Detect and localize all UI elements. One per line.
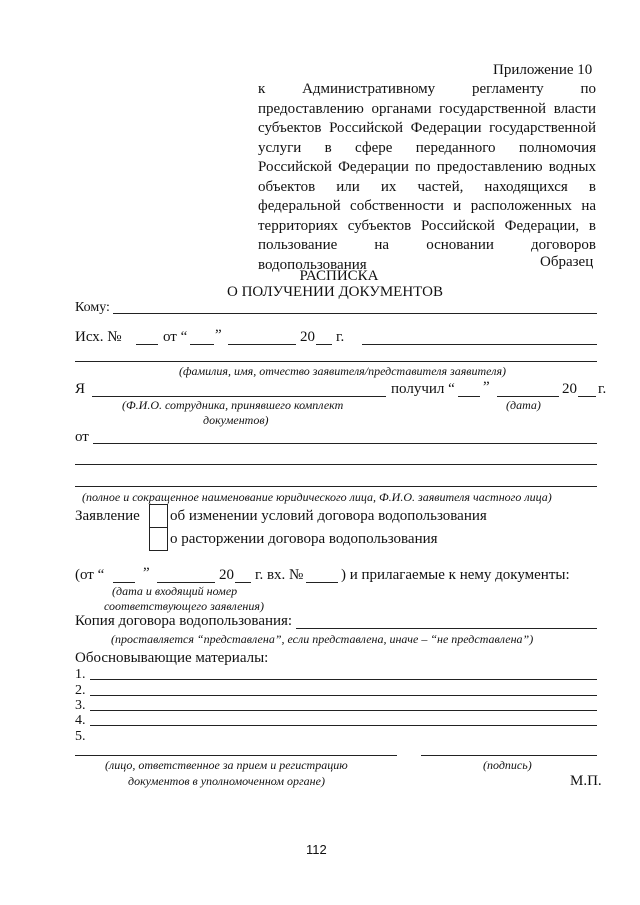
contract-copy-label: Копия договора водопользования: bbox=[75, 613, 293, 629]
material-field-1[interactable] bbox=[90, 679, 597, 680]
incoming-day-field[interactable] bbox=[113, 582, 135, 583]
out-date-open-quote: от “ bbox=[163, 329, 188, 345]
material-number: 1. bbox=[75, 667, 86, 682]
material-field-2[interactable] bbox=[90, 695, 597, 696]
stamp-label: М.П. bbox=[570, 773, 602, 789]
termination-checkbox[interactable] bbox=[149, 527, 168, 551]
received-year-prefix: 20 bbox=[562, 381, 577, 397]
incoming-caption: (дата и входящий номер bbox=[112, 584, 238, 598]
incoming-number-field[interactable] bbox=[306, 582, 338, 583]
appendix-line: объектов или их частей, находящихся в bbox=[258, 178, 596, 195]
change-terms-option: об изменении условий договора водопользования bbox=[170, 508, 487, 524]
material-number: 3. bbox=[75, 698, 86, 713]
incoming-month-field[interactable] bbox=[157, 582, 215, 583]
appendix-line: к Административному регламенту по bbox=[258, 81, 596, 97]
contract-copy-field[interactable] bbox=[296, 628, 597, 629]
incoming-year-prefix: 20 bbox=[219, 567, 234, 583]
appendix-title: Приложение 10 bbox=[493, 62, 593, 78]
attached-docs-label: ) и прилагаемые к нему документы: bbox=[341, 567, 570, 583]
applicant-caption: (фамилия, имя, отчество заявителя/представителя заявителя) bbox=[178, 364, 507, 378]
appendix-line: предоставлению органами государственной власти bbox=[258, 100, 596, 117]
incoming-year-field[interactable] bbox=[235, 582, 251, 583]
to-label: Кому: bbox=[75, 300, 110, 315]
appendix-line: Российской Федерации по предоставлению водных bbox=[258, 159, 596, 175]
org-field-2[interactable] bbox=[75, 464, 597, 465]
responsible-caption: (лицо, ответственное за прием и регистрацию bbox=[105, 758, 348, 772]
date-caption: (дата) bbox=[506, 398, 541, 412]
applicant-field[interactable] bbox=[75, 361, 597, 362]
change-terms-checkbox[interactable] bbox=[149, 504, 168, 528]
received-year-field[interactable] bbox=[578, 396, 596, 397]
signature-field[interactable] bbox=[421, 755, 597, 756]
employee-caption-2: документов) bbox=[203, 413, 269, 427]
appendix-line: водопользования bbox=[258, 256, 367, 273]
received-label: получил “ bbox=[391, 381, 455, 397]
signature-caption: (подпись) bbox=[483, 758, 532, 772]
incoming-number-label: г. вх. № bbox=[255, 567, 304, 583]
employee-caption: (Ф.И.О. сотрудника, принявшего комплект bbox=[122, 398, 344, 412]
out-year-suffix: г. bbox=[336, 329, 345, 345]
responsible-caption-2: документов в уполномоченном органе) bbox=[128, 774, 325, 788]
received-year-suffix: г. bbox=[598, 381, 607, 397]
material-number: 2. bbox=[75, 683, 86, 698]
responsible-person-field[interactable] bbox=[75, 755, 397, 756]
page-number: 112 bbox=[306, 842, 327, 857]
to-field[interactable] bbox=[113, 313, 597, 314]
out-number-label: Исх. № bbox=[75, 329, 122, 345]
appendix-line: территориях субъектов Российской Федерации, в bbox=[258, 217, 596, 234]
statement-label: Заявление bbox=[75, 508, 140, 524]
document-subtitle: О ПОЛУЧЕНИИ ДОКУМЕНТОВ bbox=[227, 284, 443, 300]
out-extra-field[interactable] bbox=[362, 344, 597, 345]
out-year-field[interactable] bbox=[316, 344, 332, 345]
incoming-open-quote: (от “ bbox=[75, 567, 105, 583]
contract-copy-caption: (проставляется “представлена”, если представлена, иначе – “не представлена”) bbox=[111, 632, 534, 646]
material-field-4[interactable] bbox=[90, 725, 597, 726]
out-month-field[interactable] bbox=[228, 344, 296, 345]
sample-label: Образец bbox=[540, 254, 594, 270]
appendix-line: субъектов Российской Федерации государственной bbox=[258, 120, 596, 136]
employee-field[interactable] bbox=[92, 396, 386, 397]
material-number: 5. bbox=[75, 729, 86, 744]
org-caption: (полное и сокращенное наименование юридического лица, Ф.И.О. заявителя частного лица) bbox=[82, 490, 552, 504]
org-field-1[interactable] bbox=[93, 443, 597, 444]
appendix-line: пользование на основании договоров bbox=[258, 237, 596, 253]
received-month-field[interactable] bbox=[497, 396, 559, 397]
out-date-close-quote: ” bbox=[215, 327, 222, 343]
termination-option: о расторжении договора водопользования bbox=[170, 531, 438, 547]
received-day-field[interactable] bbox=[458, 396, 480, 397]
document-title: РАСПИСКА bbox=[299, 268, 379, 284]
appendix-line: федеральной собственности и расположенных на bbox=[258, 198, 596, 214]
material-field-3[interactable] bbox=[90, 710, 597, 711]
material-number: 4. bbox=[75, 713, 86, 728]
i-label: Я bbox=[75, 381, 86, 397]
appendix-line: услуги в сфере переданного полномочия bbox=[258, 139, 596, 156]
from-label: от bbox=[75, 429, 89, 445]
out-year-prefix: 20 bbox=[300, 329, 315, 345]
out-day-field[interactable] bbox=[190, 344, 214, 345]
incoming-caption-2: соответствующего заявления) bbox=[104, 599, 264, 613]
incoming-close-quote: ” bbox=[143, 565, 150, 581]
materials-label: Обосновывающие материалы: bbox=[75, 650, 269, 666]
org-field-3[interactable] bbox=[75, 486, 597, 487]
out-number-field[interactable] bbox=[136, 344, 158, 345]
received-close-quote: ” bbox=[483, 379, 490, 395]
